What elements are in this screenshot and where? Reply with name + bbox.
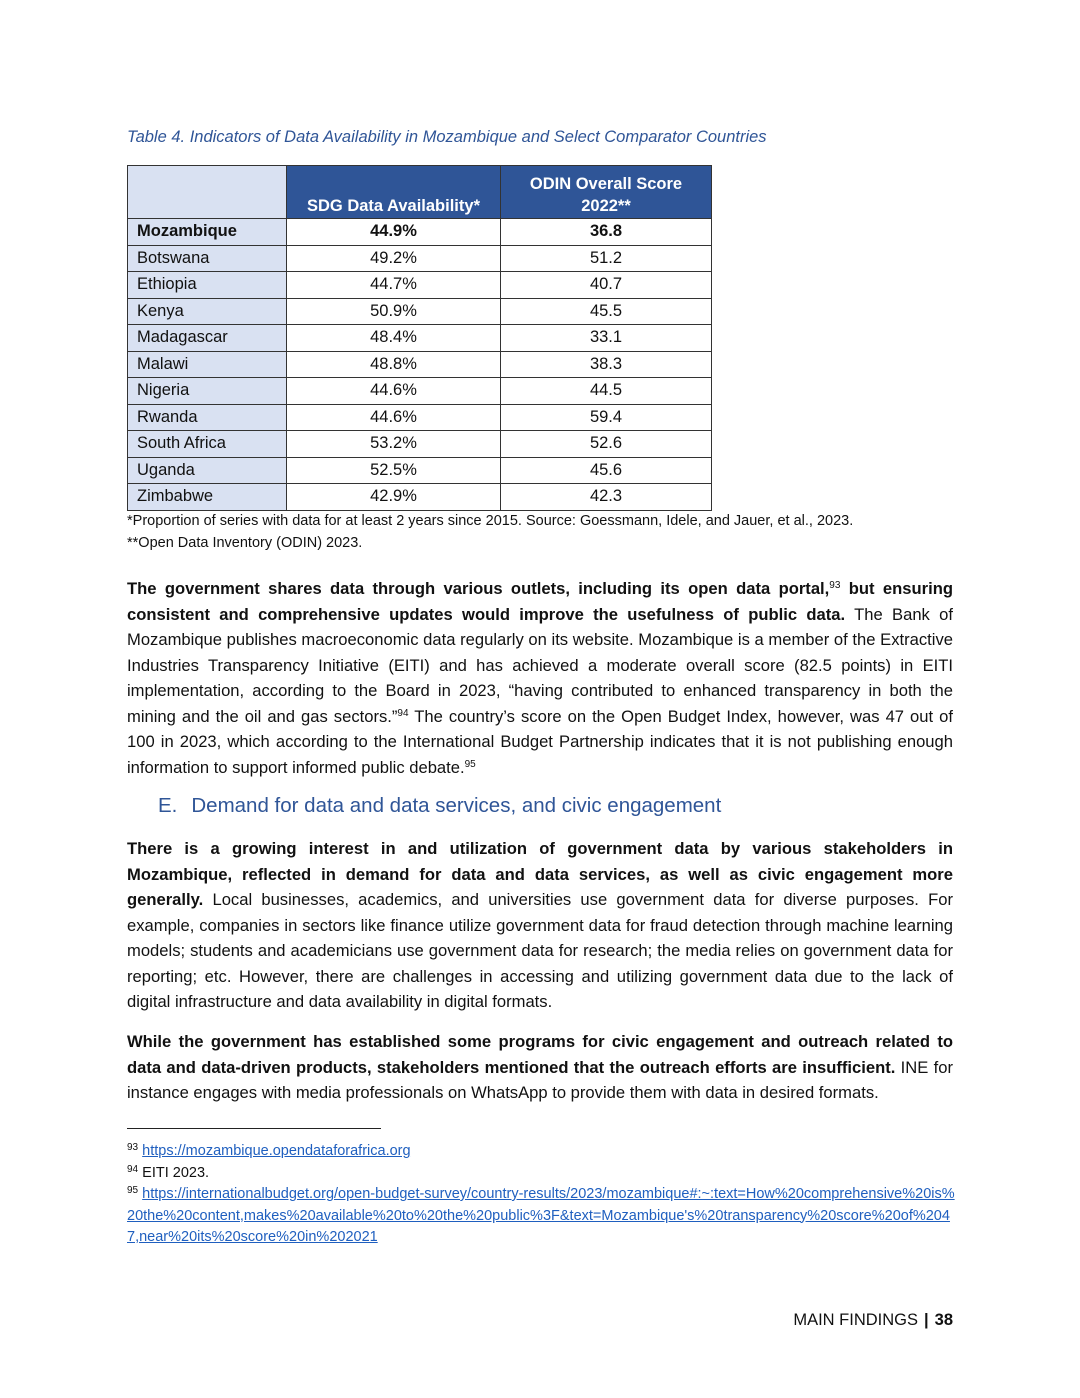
paragraph-lead-b: but ensuring consistent and comprehensive updates would improve the usefulness of public data.	[127, 579, 953, 624]
footer-separator: |	[924, 1311, 929, 1329]
paragraph-outreach	[127, 1029, 953, 1106]
paragraph-body-a: The Bank of Mozambique publishes macroeconomic data regularly on its website. Mozambique is a member of the Extractive Industries Transparency Initiative (EITI) and has achieved a moderate overall score (82.5 points) in EITI implementation, according to the Board in 2023, “having contributed to enhanced transparency in both the mining and the oil and gas sectors.”	[127, 604, 953, 726]
sdg-cell: 48.8%	[287, 351, 501, 378]
sdg-cell: 44.6%	[287, 378, 501, 405]
country-cell: Madagascar	[128, 325, 287, 352]
odin-cell: 40.7	[501, 272, 712, 299]
footnotes	[127, 1141, 957, 1249]
sdg-cell: 44.6%	[287, 404, 501, 431]
paragraph-open-data	[127, 576, 953, 780]
sdg-cell: 49.2%	[287, 245, 501, 272]
sdg-cell: 52.5%	[287, 457, 501, 484]
footnote-ref-93[interactable]: 93	[829, 580, 841, 591]
footnote-93	[127, 1141, 957, 1163]
odin-cell: 44.5	[501, 378, 712, 405]
odin-cell: 51.2	[501, 245, 712, 272]
country-cell: Ethiopia	[128, 272, 287, 299]
paragraph-lead: While the government has established some programs for civic engagement and outreach related to data and data-driven products, stakeholders mentioned that the outreach efforts are insufficient.	[127, 1032, 953, 1077]
column-header-odin-line1: ODIN Overall Score	[529, 175, 683, 193]
footnote-number: 93	[127, 1142, 139, 1153]
footnote-link-95[interactable]: https://internationalbudget.org/open-budget-survey/country-results/2023/mozambique#:~:text=How%20comprehensive%20is%20the%20content,makes%20available%20to%20the%20public%3F&text=Mozambique's%20transparency%20score%20of%2047,near%20its%20score%20in%202021	[127, 1186, 955, 1245]
table-row	[128, 378, 712, 405]
table-row	[128, 245, 712, 272]
paragraph-lead: There is a growing interest in and utilization of government data by various stakeholders in Mozambique, reflected in demand for data and data services, as well as civic engagement more generally.	[127, 839, 953, 909]
column-header-sdg	[287, 166, 501, 219]
column-header-odin-line2: 2022**	[581, 197, 631, 215]
sdg-cell: 44.7%	[287, 272, 501, 299]
odin-cell: 38.3	[501, 351, 712, 378]
table-row	[128, 431, 712, 458]
table-corner-cell	[128, 166, 287, 219]
odin-cell: 45.5	[501, 298, 712, 325]
table-row	[128, 484, 712, 511]
section-title: Demand for data and data services, and civic engagement	[191, 794, 722, 817]
country-cell: Uganda	[128, 457, 287, 484]
table-row	[128, 325, 712, 352]
table-notes	[127, 511, 853, 554]
country-cell: Kenya	[128, 298, 287, 325]
table-row	[128, 272, 712, 299]
sdg-cell: 53.2%	[287, 431, 501, 458]
paragraph-demand	[127, 836, 953, 1015]
table-note-sdg: *Proportion of series with data for at least 2 years since 2015. Source: Goessmann, Idele, and Jauer, et al., 2023.	[127, 513, 854, 529]
table-row	[128, 457, 712, 484]
footnote-text-94: EITI 2023.	[142, 1164, 210, 1181]
table-header-row	[128, 166, 712, 219]
page-number: 38	[934, 1311, 953, 1329]
table-row	[128, 351, 712, 378]
paragraph-lead-a: The government shares data through various outlets, including its open data portal,	[127, 579, 830, 598]
column-header-sdg-label: SDG Data Availability*	[306, 197, 480, 215]
country-cell: Botswana	[128, 245, 287, 272]
sdg-cell: 42.9%	[287, 484, 501, 511]
table-row	[128, 404, 712, 431]
country-cell: Malawi	[128, 351, 287, 378]
footnote-ref-95[interactable]: 95	[464, 758, 476, 770]
table-caption: Table 4. Indicators of Data Availability in Mozambique and Select Comparator Countries	[127, 128, 767, 146]
footer-section: MAIN FINDINGS	[793, 1311, 919, 1329]
footnote-number: 94	[127, 1163, 139, 1175]
section-letter: E.	[158, 794, 178, 817]
footnote-divider	[127, 1128, 381, 1129]
footnote-ref-94[interactable]: 94	[397, 707, 409, 719]
table-row-mozambique	[128, 219, 712, 246]
odin-cell: 45.6	[501, 457, 712, 484]
country-cell: South Africa	[128, 431, 287, 458]
footnote-95	[127, 1184, 957, 1249]
odin-cell: 42.3	[501, 484, 712, 511]
odin-cell: 33.1	[501, 325, 712, 352]
page-footer	[793, 1311, 953, 1330]
footnote-94	[127, 1163, 957, 1185]
odin-cell: 59.4	[501, 404, 712, 431]
sdg-cell: 44.9%	[287, 219, 501, 246]
country-cell: Zimbabwe	[128, 484, 287, 511]
sdg-cell: 48.4%	[287, 325, 501, 352]
paragraph-body: Local businesses, academics, and universities use government data for diverse purposes. For example, companies in sectors like finance utilize government data for fraud detection through machine learning models; students and academicians use government data for research; the media relies on government data for reporting; etc. However, there are challenges in accessing and utilizing government data due to the lack of digital infrastructure and data availability in digital formats.	[127, 890, 953, 1011]
table-note-odin: **Open Data Inventory (ODIN) 2023.	[127, 534, 363, 551]
table-row	[128, 298, 712, 325]
footnote-number: 95	[127, 1185, 139, 1196]
paragraph-body: INE for instance engages with media professionals on WhatsApp to provide them with data in desired formats.	[127, 1057, 954, 1102]
footnote-link-93[interactable]: https://mozambique.opendataforafrica.org	[142, 1143, 411, 1159]
column-header-odin	[501, 166, 712, 219]
data-availability-table	[127, 165, 712, 511]
odin-cell: 52.6	[501, 431, 712, 458]
odin-cell: 36.8	[501, 219, 712, 246]
country-cell: Nigeria	[128, 378, 287, 405]
section-heading	[158, 794, 721, 818]
paragraph-body-b: The country’s score on the Open Budget Index, however, was 47 out of 100 in 2023, which according to the International Budget Partnership indicates that it is not publishing enough information to support informed public debate.	[127, 706, 953, 777]
country-cell: Mozambique	[128, 219, 287, 246]
sdg-cell: 50.9%	[287, 298, 501, 325]
country-cell: Rwanda	[128, 404, 287, 431]
